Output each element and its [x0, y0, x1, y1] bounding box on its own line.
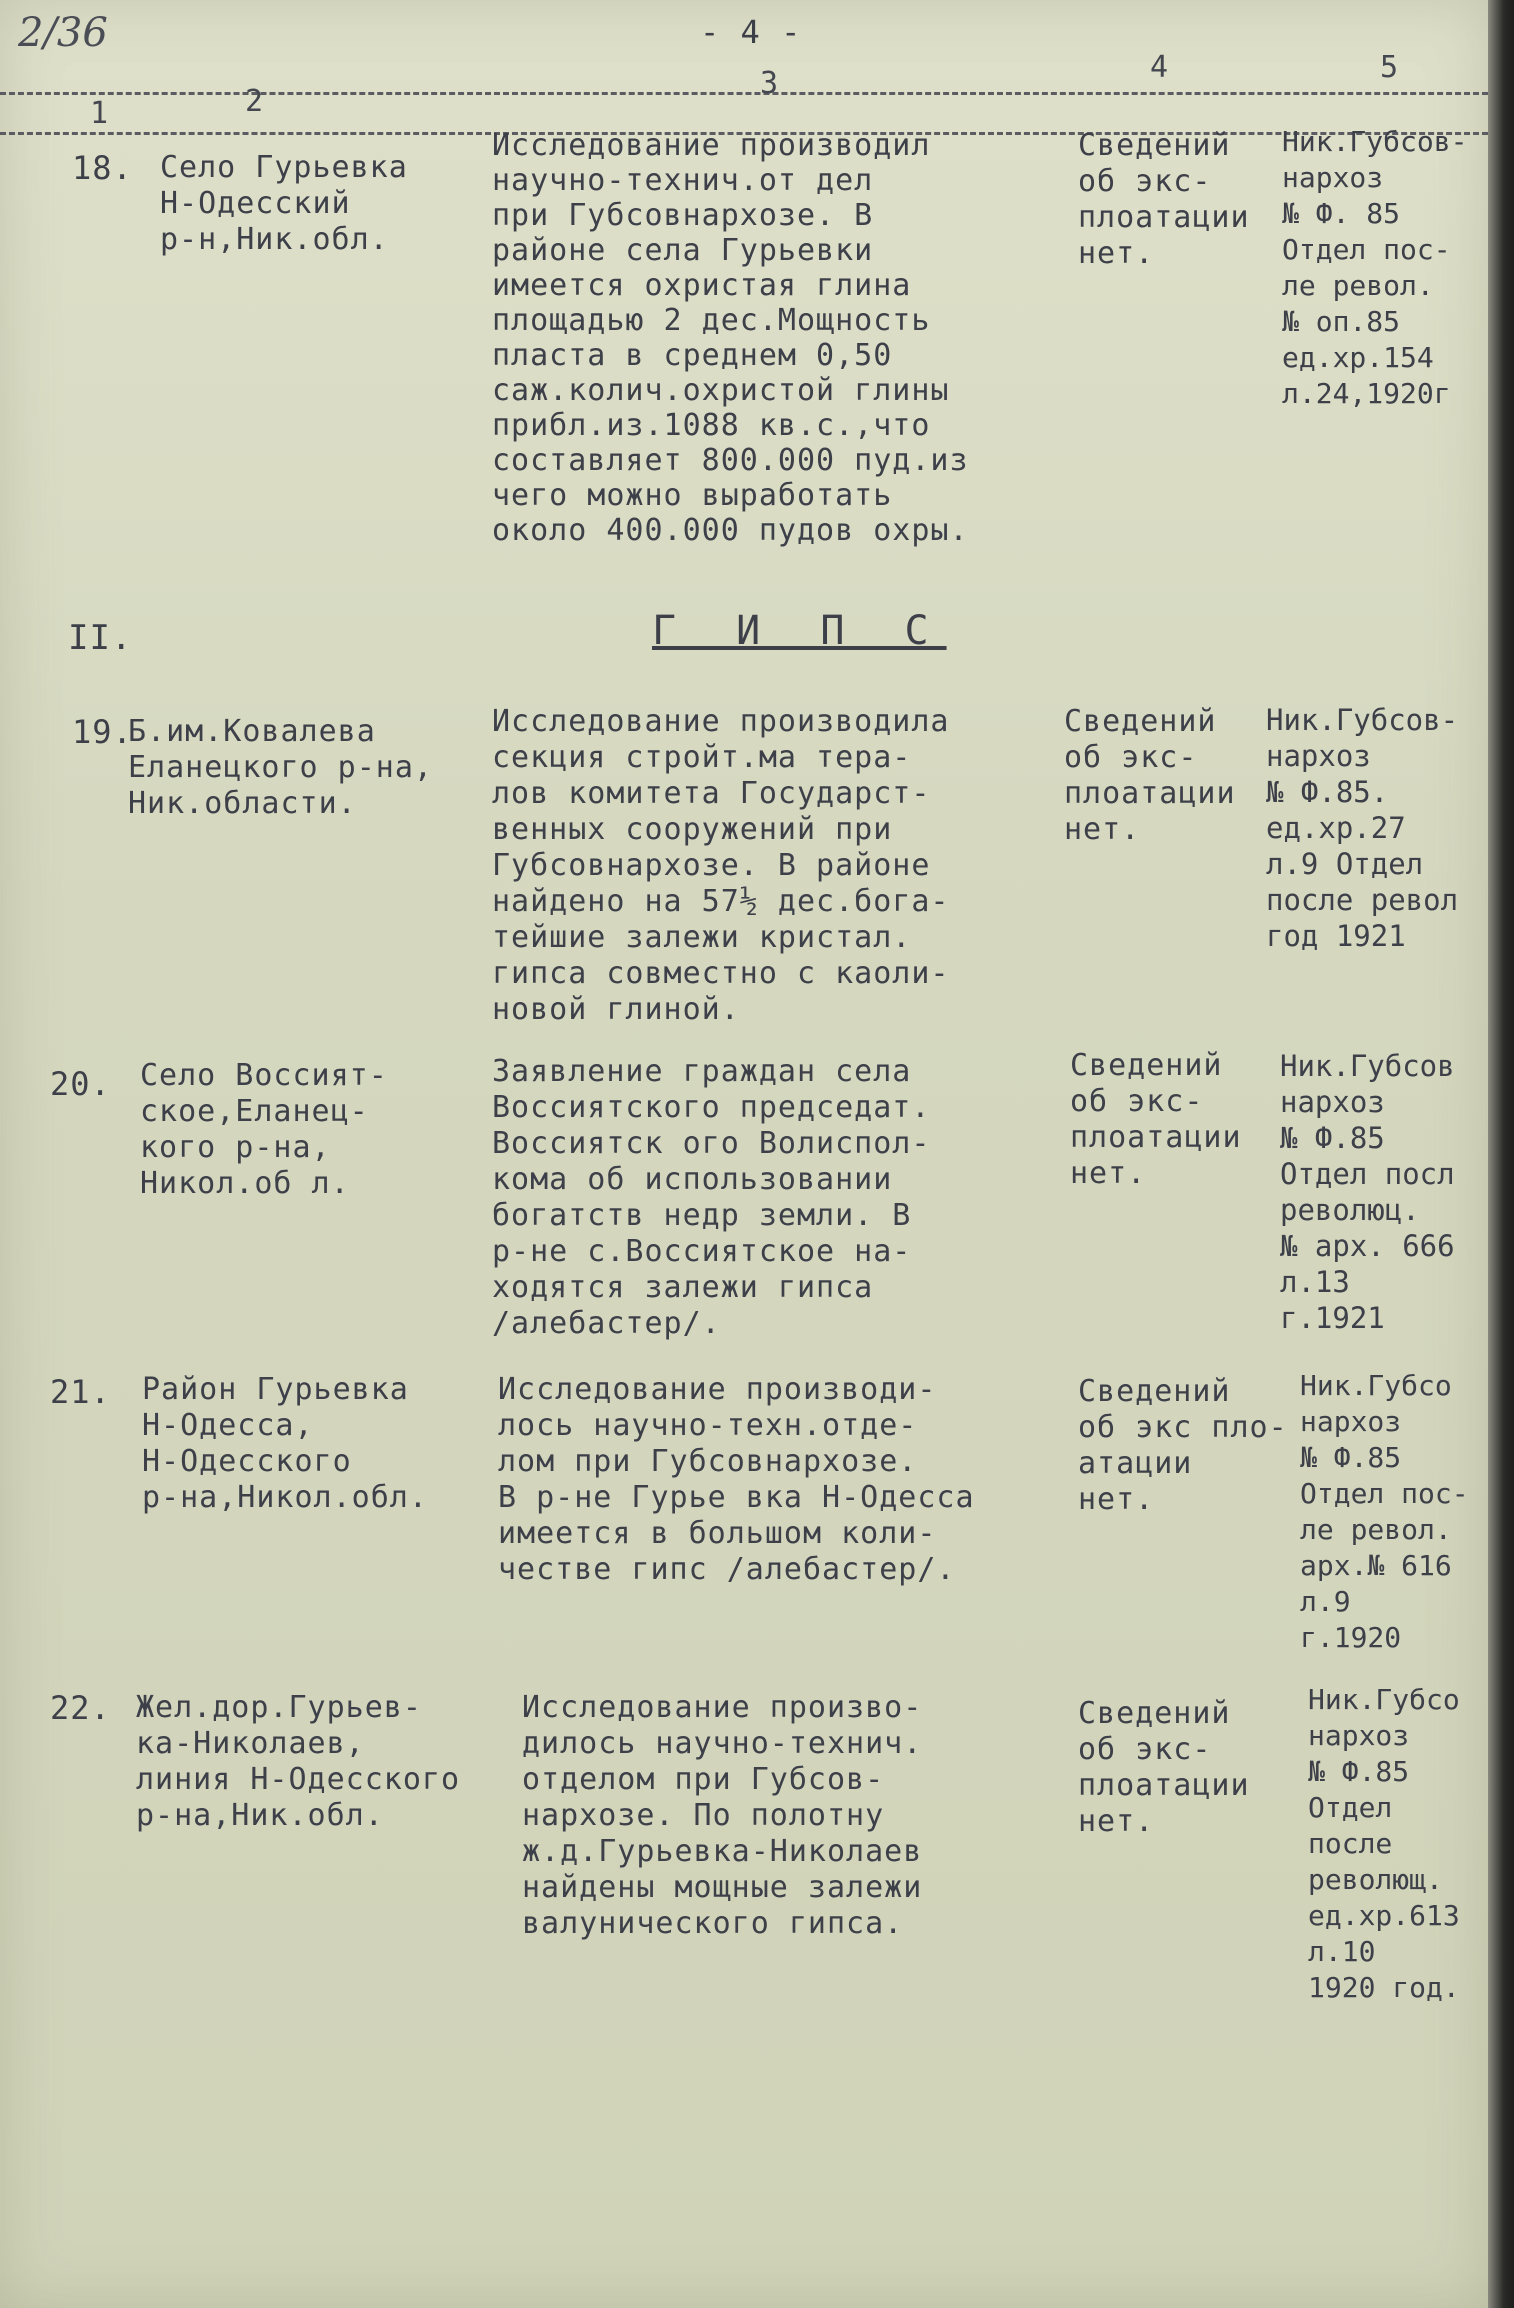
- section-roman-number: II.: [68, 618, 133, 658]
- entry-number: 19.: [72, 713, 133, 751]
- entry-source: Ник.Губсов- нархоз № Ф. 85 Отдел пос- ле револ. № оп.85 ед.хр.154 л.24,1920г: [1282, 125, 1468, 410]
- entry-source: Ник.Губсо нархоз № Ф.85 Отдел пос- ле револ. арх.№ 616 л.9 г.1920: [1300, 1369, 1469, 1654]
- section-title: Г И П С: [652, 608, 947, 654]
- entry-location: Село Гурьевка Н-Одесский р-н,Ник.обл.: [160, 150, 408, 257]
- entry-exploitation: Сведений об экс- плоатации нет.: [1078, 128, 1250, 271]
- entry-number: 18.: [72, 149, 133, 187]
- column-number-3: 3: [760, 66, 779, 101]
- handwritten-page-mark: 2/36: [18, 10, 108, 56]
- entry-description: Исследование производил научно-технич.от дел при Губсовнархозе. В районе села Гурьевки имеется охристая глина площадью 2 дес.Мощность пласта в среднем 0,50 саж.колич.охристой глины прибл.из.1088 кв.с.,что составляет 800.000 пуд.из чего можно выработать около 400.000 пудов охры.: [492, 128, 969, 548]
- column-number-1: 1: [90, 96, 109, 131]
- entry-location: Село Воссият- ское,Еланец- кого р-на, Никол.об л.: [140, 1058, 388, 1201]
- entry-source: Ник.Губсов нархоз № Ф.85 Отдел посл революц. № арх. 666 л.13 г.1921: [1280, 1049, 1455, 1335]
- column-number-4: 4: [1150, 50, 1169, 85]
- entry-description: Исследование производи- лось научно-техн.отде- лом при Губсовнархозе. В р-не Гурье вка Н-Одесса имеется в большом коли- честве гипс /алебастер/.: [498, 1372, 975, 1587]
- entry-location: Б.им.Ковалева Еланецкого р-на, Ник.области.: [128, 714, 433, 821]
- page-number: - 4 -: [700, 13, 802, 51]
- entry-number: 20.: [50, 1065, 111, 1103]
- entry-exploitation: Сведений об экс- плоатации нет.: [1078, 1696, 1250, 1839]
- entry-location: Район Гурьевка Н-Одесса, Н-Одесского р-на,Никол.обл.: [142, 1372, 428, 1515]
- scanner-dark-edge: [1488, 0, 1514, 2308]
- column-number-5: 5: [1380, 50, 1399, 85]
- entry-description: Исследование производила секция стройт.ма тера- лов комитета Государст- венных сооружений при Губсовнархозе. В районе найдено на 57½ дес.бога- тейшие залежи кристал. гипса совместно с каоли- новой глиной.: [492, 704, 950, 1027]
- entry-source: Ник.Губсо нархоз № Ф.85 Отдел после револющ. ед.хр.613 л.10 1920 год.: [1308, 1683, 1460, 2004]
- entry-exploitation: Сведений об экс- плоатации нет.: [1070, 1048, 1242, 1191]
- column-number-2: 2: [245, 84, 264, 119]
- entry-source: Ник.Губсов- нархоз № Ф.85. ед.хр.27 л.9 Отдел после револ год 1921: [1266, 703, 1459, 953]
- entry-description: Исследование произво- дилось научно-технич. отделом при Губсов- нархозе. По полотну ж.д.Гурьевка-Николаев найдены мощные залежи валунического гипса.: [522, 1690, 923, 1941]
- entry-number: 22.: [50, 1689, 111, 1727]
- entry-exploitation: Сведений об экс- плоатации нет.: [1064, 704, 1236, 847]
- entry-description: Заявление граждан села Воссиятского председат. Воссиятск ого Волиспол- кома об использовании богатств недр земли. В р-не с.Воссиятское на- ходятся залежи гипса /алебастер/.: [492, 1054, 931, 1341]
- entry-location: Жел.дор.Гурьев- ка-Николаев, линия Н-Одесского р-на,Ник.обл.: [136, 1690, 461, 1833]
- entry-exploitation: Сведений об экс пло- атации нет.: [1078, 1374, 1288, 1517]
- header-rule-top: [0, 92, 1488, 95]
- entry-number: 21.: [50, 1373, 111, 1411]
